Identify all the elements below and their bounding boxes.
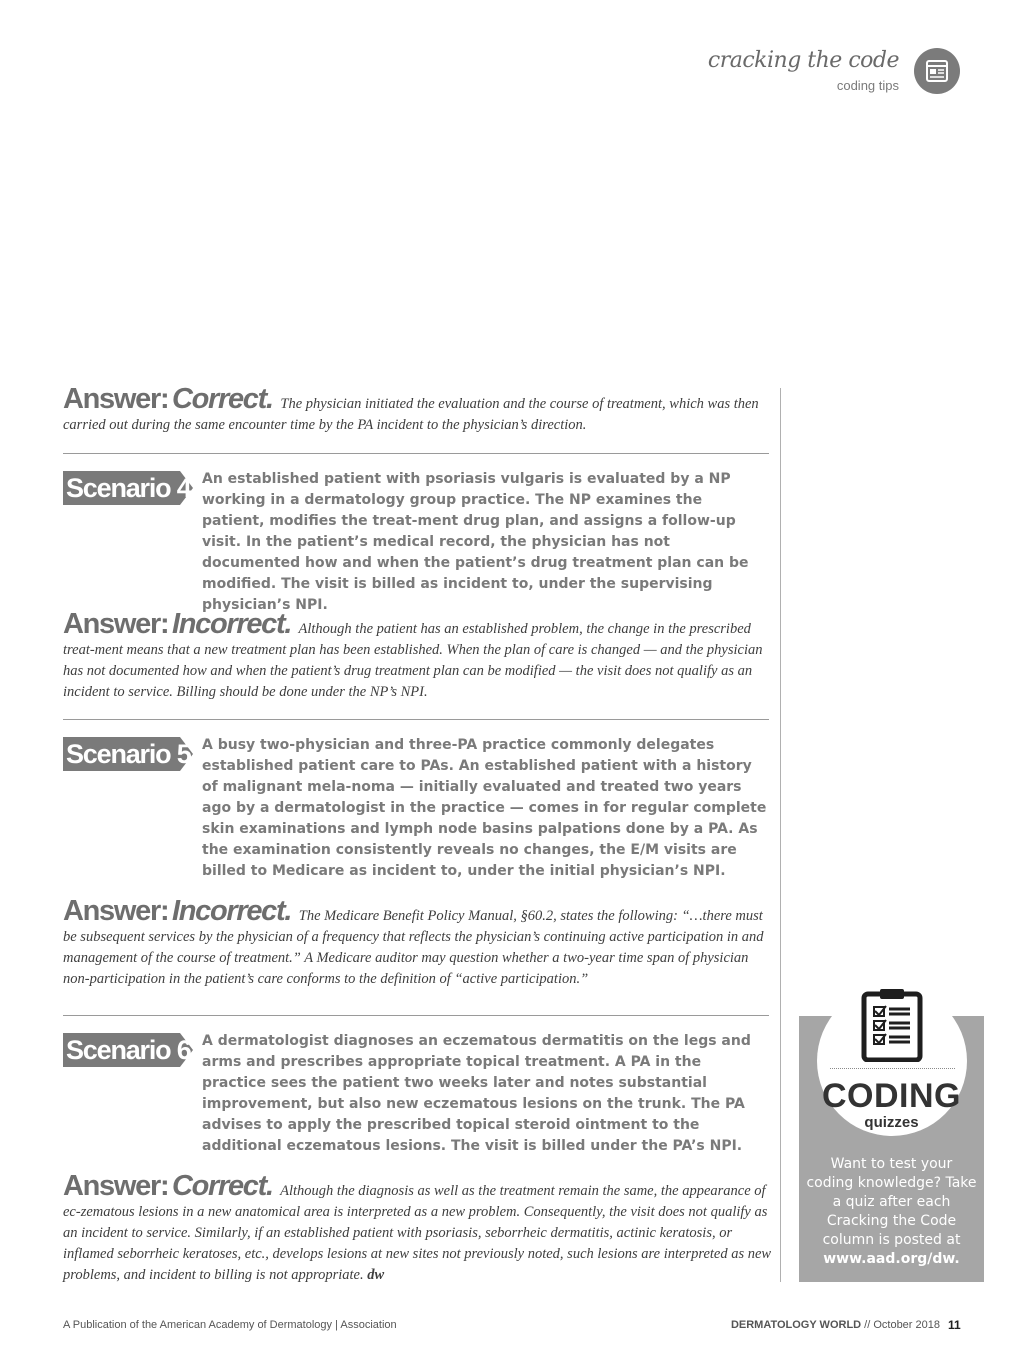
answer-text: Although the patient has an established problem, the change in the prescribed treat-ment means that a new treatment plan has been established. When the plan of care is changed — and the physician has not documented how and when the patient’s drug treatment plan can be modified — the visit does not qualify as an incident to service. Billing should be done under the NP’s NPI. [63, 621, 763, 700]
clipboard-checklist-icon [860, 988, 924, 1066]
quiz-url-link[interactable]: www.aad.org/dw. [823, 1251, 960, 1267]
column-divider [780, 388, 781, 1282]
scenario-tag [63, 471, 193, 505]
answer-block [63, 1170, 775, 1286]
scenario-text: An established patient with psoriasis vulgaris is evaluated by a NP working in a dermatology group practice. The NP examines the patient, modifies the treat-ment drug plan, and assigns a follow-up visit. In the patient’s medical record, the physician has not documented how and when the patient’s drug treatment plan can be modified. The visit is billed as incident to, under the supervising physician’s NPI. [202, 471, 749, 613]
answer-verdict: Correct. [171, 383, 273, 415]
page-number: 11 [948, 1318, 961, 1332]
answer-verdict: Incorrect. [171, 608, 292, 640]
answer-verdict: Incorrect. [171, 895, 292, 927]
scenario-text: A dermatologist diagnoses an eczematous dermatitis on the legs and arms and prescribes appropriate topical treatment. A PA in the practice sees the patient two weeks later and notes substantial improvement, but also new eczematous lesions on the trunk. The PA advises to apply the prescribed topical steroid ointment to the additional eczematous lesions. The visit is billed under the PA’s NPI. [202, 1033, 751, 1154]
answer-text: The physician initiated the evaluation and the course of treatment, which was then carried out during the same encounter time by the PA incident to the physician’s direction. [63, 396, 759, 433]
issue-date: // October 2018 [861, 1319, 940, 1331]
scenario-label: Scenario 4 [66, 473, 191, 503]
answer-text: Although the diagnosis as well as the treatment remain the same, the appearance of ec-zematous lesions in a new anatomical area is interpreted as a new problem. Consequently, the visit does not qualify as an incident to service. Similarly, if an established patient with psoriasis, seborrheic dermatitis, actinic keratosis, or inflamed seborrheic keratoses, etc., develops lesions at new sites not previously noted, such lesions are interpreted as new problems, and incident to billing is not appropriate. [63, 1183, 772, 1283]
issue-info [731, 1319, 940, 1331]
answer-label: Answer: [63, 895, 169, 927]
answer-label: Answer: [63, 608, 169, 640]
answer-label: Answer: [63, 1170, 169, 1202]
scenario-tag [63, 737, 193, 771]
divider [63, 1015, 769, 1016]
answer-block [63, 383, 775, 436]
dotted-divider [830, 1068, 955, 1069]
answer-text: The Medicare Benefit Policy Manual, §60.2, states the following: “…there must be subsequent services by the physician of a frequency that reflects the physician’s continuing active participation in and management of the course of treatment.” A Medicare auditor may question whether a two-year time span of physician non-participation in the patient’s care conforms to the definition of “active participation.” [63, 908, 764, 987]
quizzes-subheading: quizzes [864, 1114, 919, 1131]
answer-label: Answer: [63, 383, 169, 415]
answer-block [63, 608, 775, 703]
section-title: cracking the code [707, 48, 899, 73]
divider [63, 453, 769, 454]
scenario-tag [63, 1033, 193, 1067]
magazine-name: DERMATOLOGY WORLD [730, 1319, 862, 1331]
document-icon [914, 48, 960, 94]
answer-block [63, 895, 775, 990]
quiz-promo-text: Want to test your coding knowledge? Take a quiz after each Cracking the Code column is posted at www.aad.org/dw. [806, 1156, 977, 1267]
signoff: dw [367, 1267, 385, 1283]
answer-verdict: Correct. [171, 1170, 273, 1202]
publication-credit: A Publication of the American Academy of Dermatology | Association [63, 1319, 397, 1331]
scenario-label: Scenario 5 [66, 739, 191, 769]
section-subtitle: coding tips [836, 78, 899, 93]
coding-heading: CODING [822, 1077, 961, 1115]
scenario-label: Scenario 6 [66, 1035, 191, 1065]
scenario-text: A busy two-physician and three-PA practice commonly delegates established patient care to PAs. An established patient with a history of malignant mela-noma — initially evaluated and treated two years ago by a dermatologist in the practice — comes in for regular complete skin examinations and lymph node basins palpations done by a PA. As the examination consistently reveals no changes, the E/M visits are billed to Medicare as incident to, under the initial physician’s NPI. [202, 737, 767, 879]
divider [63, 719, 769, 720]
